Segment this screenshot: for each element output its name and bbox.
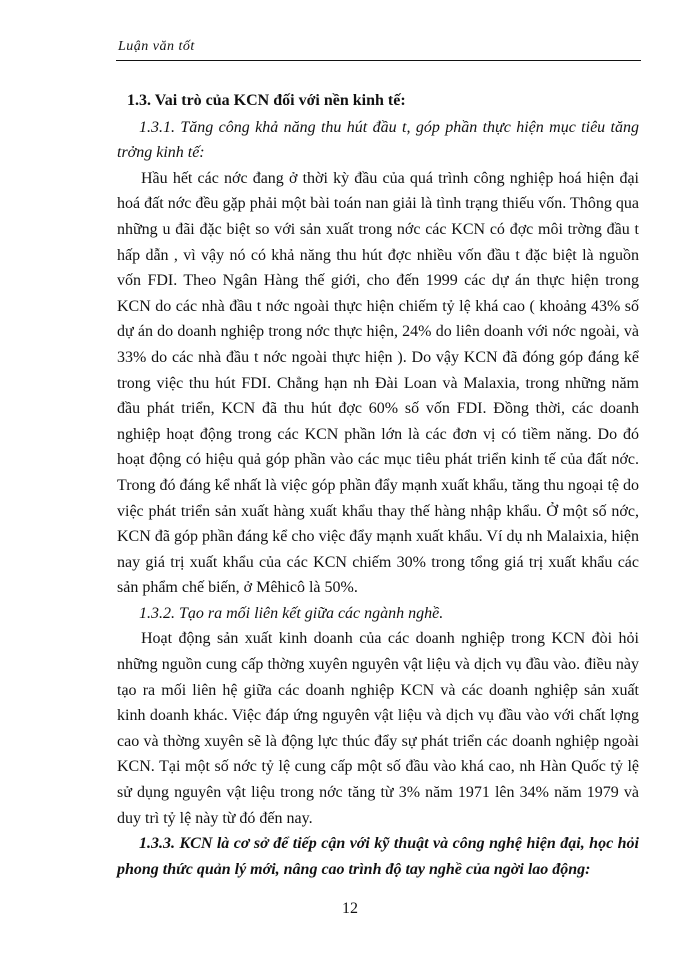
paragraph: Hầu hết các nớc đang ở thời kỳ đầu của quá trình công nghiệp hoá hiện đại hoá đất nớc đều gặp phải một bài toán nan giải là tình trạng thiếu vốn. Thông qua những u đãi đặc biệt so với sản xuất trong nớc các KCN có đợc môi trờng đầu t hấp dẫn , vì vậy nó có khả năng thu hút đợc nhiều vốn đầu t đặc biệt là nguồn vốn FDI. Theo Ngân Hàng thế giới, cho đến 1999 các dự án thực hiện trong KCN do các nhà đầu t nớc ngoài thực hiện chiếm tỷ lệ khá cao ( khoảng 43% số dự án do doanh nghiệp trong nớc thực hiện, 24% do liên doanh với nớc ngoài, và 33% do các nhà đầu t nớc ngoài thực hiện ). Do vậy KCN đã đóng góp đáng kể trong việc thu hút FDI. Chẳng hạn nh Đài Loan và Malaxia, trong những năm đầu phát triển, KCN đã thu hút đợc 60% số vốn FDI. Đồng thời, các doanh nghiệp hoạt động trong các KCN phần lớn là các đơn vị có tiềm năng. Do đó hoạt động có hiệu quả góp phần vào các mục tiêu phát triển kinh tế của đất nớc. Trong đó đáng kể nhất là việc góp phần đẩy mạnh xuất khẩu, tăng thu ngoại tệ do việc phát triển sản xuất hàng xuất khẩu thay thế hàng nhập khẩu. Ở một số nớc, KCN đã góp phần đáng kể cho việc đẩy mạnh xuất khẩu. Ví dụ nh Malaixia, hiện nay giá trị xuất khẩu của các KCN chiếm 30% trong tổng giá trị xuất khẩu các sản phẩm chế biến, ở Mêhicô là 50%.: [117, 169, 639, 597]
subsection-heading-1-3-1: 1.3.1. Tăng công khả năng thu hút đầu t, góp phần thực hiện mục tiêu tăng trởng kinh tế:: [117, 118, 639, 162]
subsection-heading-1-3-2: 1.3.2. Tạo ra mối liên kết giữa các ngành nghề.: [139, 604, 444, 622]
page-number: 12: [342, 900, 358, 917]
section-heading: 1.3. Vai trò của KCN đối với nền kinh tế:: [127, 92, 406, 109]
paragraph: Hoạt động sản xuất kinh doanh của các doanh nghiệp trong KCN đòi hỏi những nguồn cung cấp thờng xuyên nguyên vật liệu và dịch vụ đầu vào. điều này tạo ra mối liên hệ giữa các doanh nghiệp KCN và các doanh nghiệp sản xuất kinh doanh khác. Việc đáp ứng nguyên vật liệu và dịch vụ đầu vào với chất lợng cao và thờng xuyên sẽ là động lực thúc đẩy sự phát triển các doanh nghiệp ngoài KCN. Tại một số nớc tỷ lệ cung cấp một số đầu vào khá cao, nh Hàn Quốc tỷ lệ sử dụng nguyên vật liệu trong nớc tăng từ 3% năm 1971 lên 34% năm 1979 và duy trì tỷ lệ này từ đó đến nay.: [117, 630, 639, 827]
subsection-heading-1-3-3: 1.3.3. KCN là cơ sở để tiếp cận với kỹ thuật và công nghệ hiện đại, học hỏi phong thức quản lý mới, nâng cao trình độ tay nghề của ngời lao động:: [117, 835, 639, 878]
running-header: Luận văn tốt: [118, 39, 195, 54]
header-rule: [116, 60, 641, 61]
page-body: [117, 88, 639, 882]
